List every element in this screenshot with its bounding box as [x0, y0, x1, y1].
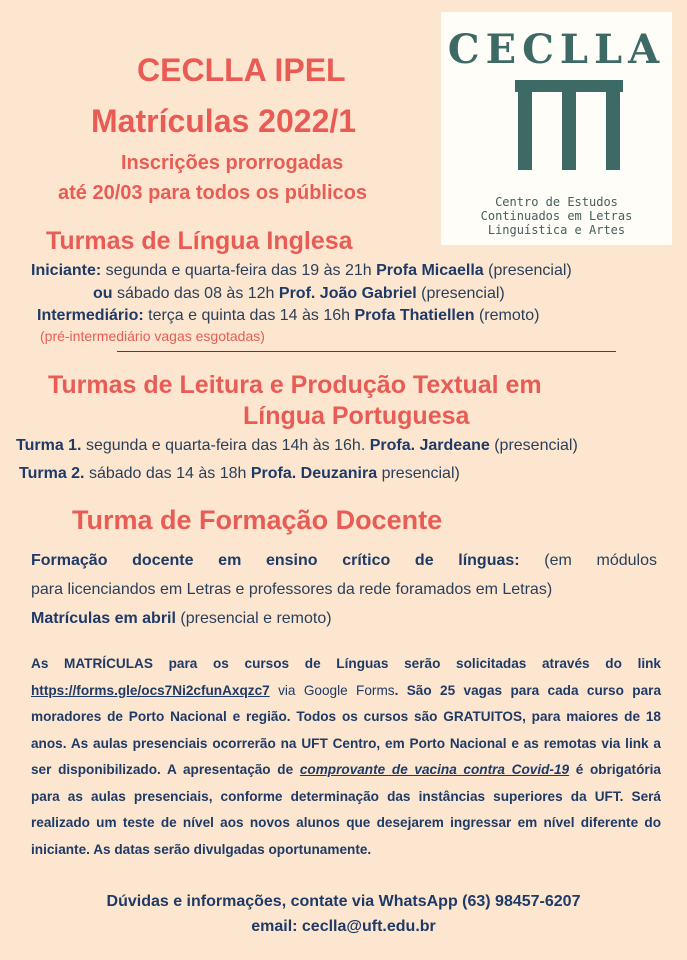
info-via: via — [269, 682, 304, 698]
row-mode: presencial) — [377, 465, 460, 482]
teacher-mode: (presencial e remoto) — [175, 610, 332, 627]
row-label: Turma 1. — [16, 437, 82, 454]
row-text: sábado das 14 às 18h — [84, 465, 251, 482]
row-mode: (presencial) — [416, 285, 505, 302]
forms-link[interactable]: https://forms.gle/ocs7Ni2cfunAxqzc7 — [31, 682, 270, 698]
portuguese-heading-2: Língua Portuguesa — [243, 402, 470, 430]
english-note: (pré-intermediário vagas esgotadas) — [40, 328, 265, 344]
info-text-1: As MATRÍCULAS para os cursos de Línguas serão solicitadas através do link — [31, 656, 661, 671]
notice-deadline: até 20/03 para todos os públicos — [58, 182, 367, 204]
row-mode: (presencial) — [483, 262, 572, 279]
info-text-3: é obrigatória para as aulas presenciais, conforme determinação das instâncias superiores da UFT. Será realizado um teste de nível aos novos alunos que desejarem ingressar em nível diferente do iniciante. As datas serão divulgadas oportunamente. — [31, 762, 661, 857]
logo-line-2: Continuados em Letras — [480, 209, 633, 223]
english-row-1 — [31, 262, 572, 280]
row-label: Intermediário: — [37, 307, 144, 324]
row-teacher: Profa Micaella — [376, 262, 484, 279]
logo-name: CECLLA — [447, 26, 666, 73]
logo-pillar-right — [606, 92, 620, 170]
portuguese-row-1 — [16, 437, 578, 455]
teacher-modules: (em módulos — [519, 552, 657, 569]
row-text: terça e quinta das 14 às 16h — [143, 307, 355, 324]
english-heading: Turmas de Língua Inglesa — [46, 227, 353, 255]
teacher-line-2: para licenciandos em Letras e professores da rede foramados em Letras) — [31, 581, 553, 598]
ceclla-logo — [441, 12, 672, 245]
portuguese-row-2 — [19, 465, 460, 483]
info-text-2: . São 25 vagas para cada curso para moradores de Porto Nacional e região. Todos os cursos são GRATUITOS, para maiores de 18 anos. As aulas presenciais ocorrerão na UFT Centro, em Porto Nacional e as remotas via link a ser disponibilizado. A apresentação de — [31, 682, 662, 777]
row-teacher: Profa. Deuzanira — [250, 465, 378, 482]
section-divider — [117, 351, 616, 352]
contact-line: Dúvidas e informações, contate via WhatsApp (63) 98457-6207 — [106, 893, 581, 910]
logo-line-1: Centro de Estudos — [495, 195, 618, 209]
page-subtitle: Matrículas 2022/1 — [91, 103, 357, 139]
row-text: segunda e quarta-feira das 19 às 21h — [101, 262, 377, 279]
notice-extended: Inscrições prorrogadas — [121, 152, 344, 174]
info-google-forms: Google Forms — [303, 682, 395, 698]
english-row-2 — [93, 285, 505, 303]
vaccine-link[interactable]: comprovante de vacina contra Covid-19 — [299, 762, 570, 777]
teacher-line-1 — [31, 552, 657, 570]
info-paragraph — [31, 651, 661, 863]
row-teacher: Profa Thatiellen — [354, 307, 475, 324]
row-label: Turma 2. — [19, 465, 85, 482]
row-text: segunda e quarta-feira das 14h às 16h. — [81, 437, 370, 454]
row-mode: (remoto) — [474, 307, 540, 324]
portuguese-heading-1: Turmas de Leitura e Produção Textual em — [48, 371, 542, 399]
row-label: Iniciante: — [31, 262, 102, 279]
row-teacher: Prof. João Gabriel — [278, 285, 417, 302]
teacher-heading: Turma de Formação Docente — [72, 505, 443, 535]
logo-pillar-left — [518, 92, 532, 170]
english-row-3 — [37, 307, 539, 325]
teacher-line-3 — [31, 610, 332, 628]
teacher-enrollment: Matrículas em abril — [31, 610, 176, 627]
logo-pillar-middle — [562, 92, 576, 170]
row-mode: (presencial) — [489, 437, 578, 454]
email-line[interactable]: email: ceclla@uft.edu.br — [251, 918, 436, 935]
row-text: sábado das 08 às 12h — [112, 285, 279, 302]
teacher-course: Formação docente em ensino crítico de línguas: — [31, 552, 520, 569]
row-teacher: Profa. Jardeane — [369, 437, 490, 454]
row-label: ou — [93, 285, 113, 302]
logo-bar-top — [515, 80, 623, 92]
page-title: CECLLA IPEL — [137, 52, 346, 88]
logo-line-3: Linguística e Artes — [487, 223, 626, 237]
